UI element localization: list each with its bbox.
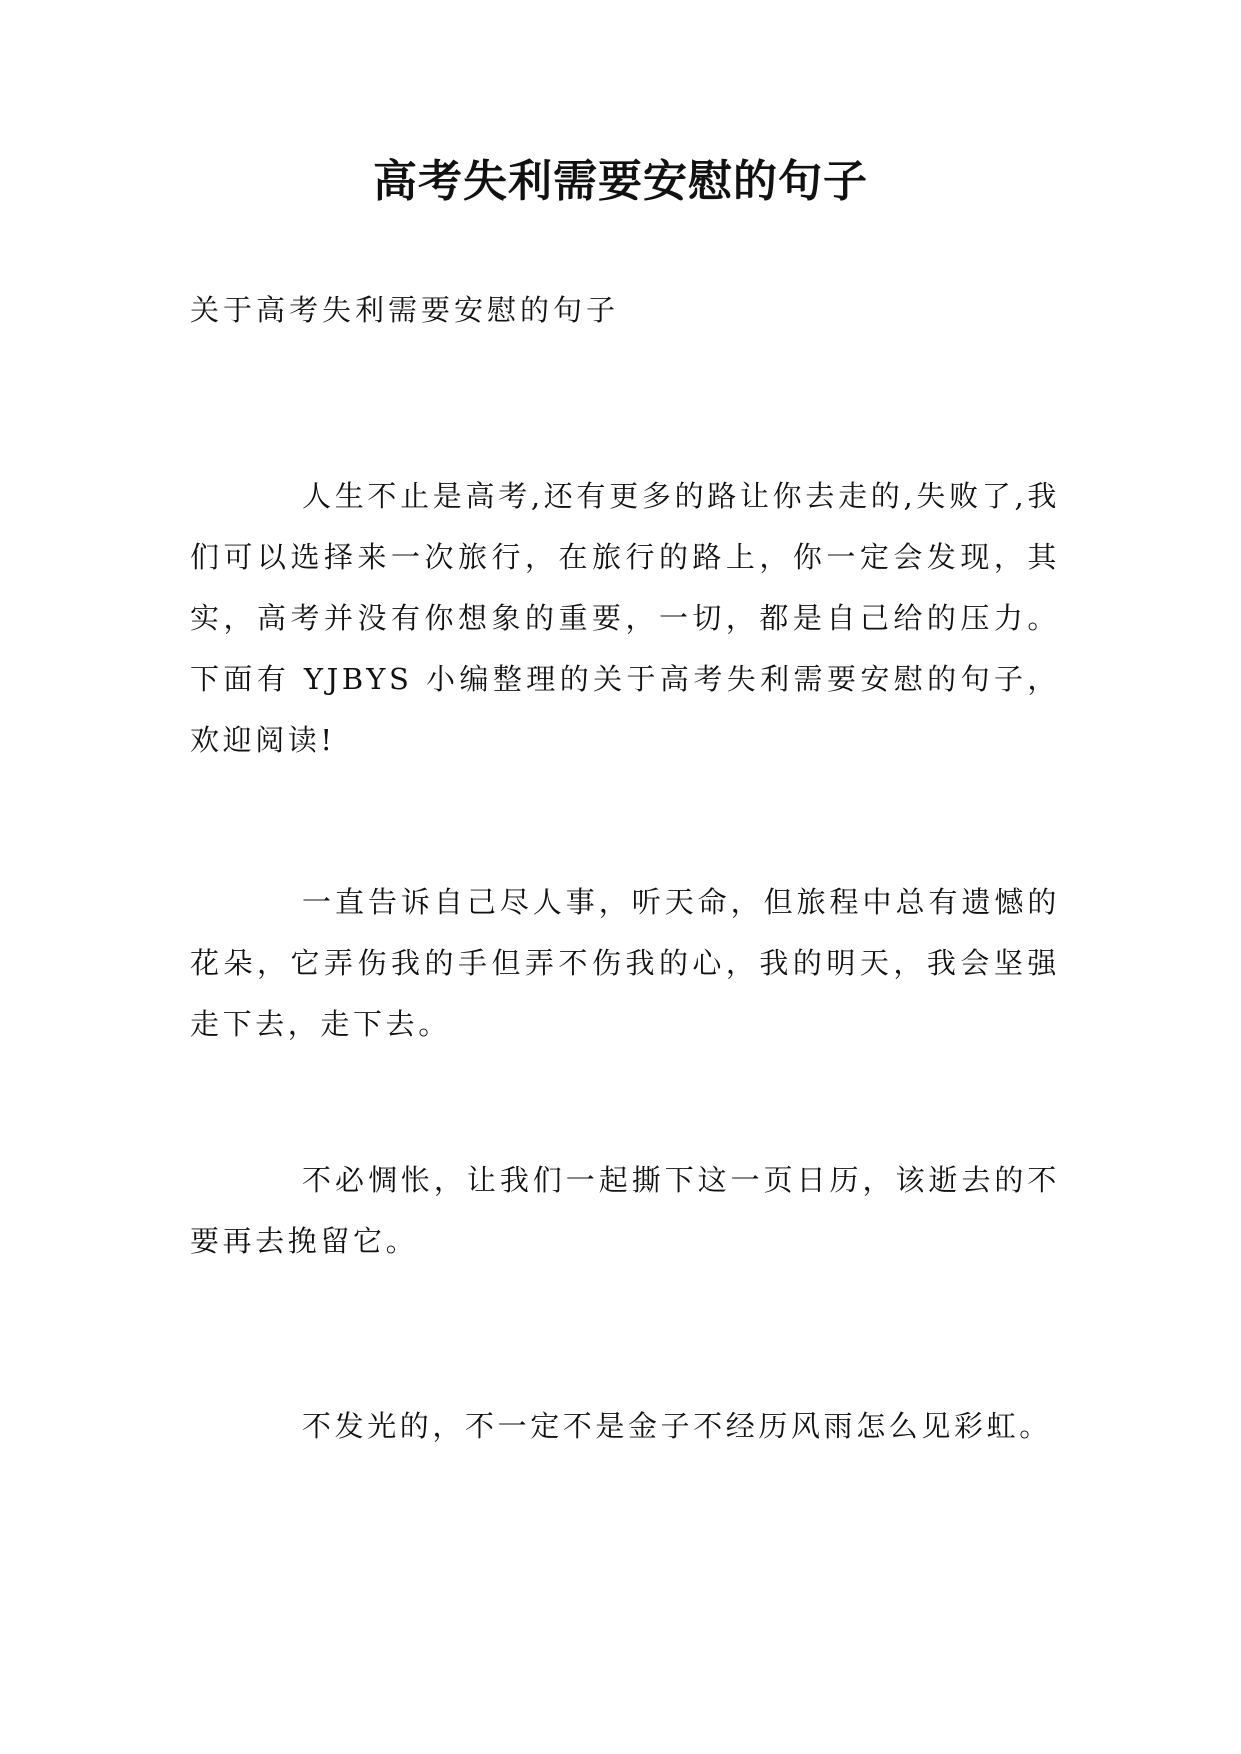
paragraph-1: 人生不止是高考,还有更多的路让你去走的,失败了,我们可以选择来一次旅行，在旅行的路上，你一定会发现，其实，高考并没有你想象的重要，一切，都是自己给的压力。下面有 YJBYS 小编整理的关于高考失利需要安慰的句子，欢迎阅读!: [190, 479, 1060, 757]
paragraph-2: 一直告诉自己尽人事，听天命，但旅程中总有遗憾的花朵，它弄伤我的手但弄不伤我的心，我的明天，我会坚强走下去，走下去。: [190, 885, 1060, 1041]
document-subtitle: 关于高考失利需要安慰的句子: [190, 293, 620, 327]
paragraph-4: 不发光的，不一定不是金子不经历风雨怎么见彩虹。: [302, 1409, 1052, 1443]
paragraph-3: 不必惆怅，让我们一起撕下这一页日历，该逝去的不要再去挽留它。: [190, 1163, 1060, 1258]
document-title: 高考失利需要安慰的句子: [373, 156, 868, 207]
